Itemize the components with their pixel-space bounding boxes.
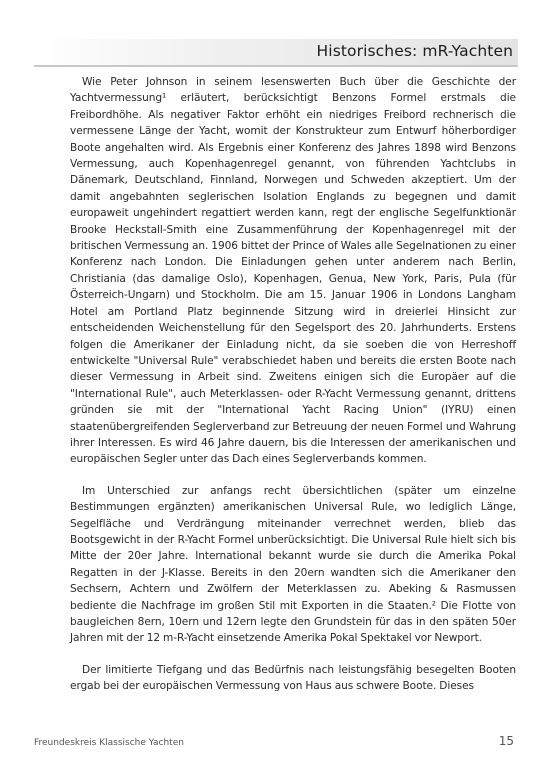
paragraph-1: Wie Peter Johnson in seinem lesenswerten Buch über die Geschichte der Yachtvermessung¹ erläutert, berücksichtigt Benzons Formel erstmals die Freibordhöhe. Als negativer Faktor erhöht ein niedriges Freibord rechnerisch die vermessene Länge der Yacht, womit der Konstrukteur zum Entwurf höherbordiger Boote angehalten wird. Als Ergebnis einer Konferenz des Jahres 1898 wird Benzons Vermessung, auch Kopenhagenregel genannt, von führenden Yachtclubs in Dänemark, Deutschland, Finnland, Norwegen und Schweden akzeptiert. Um der damit angebahnten seglerischen Isolation Englands zu begegnen und damit europaweit ungehindert regattiert werden kann, regt der englische Segelfunktionär Brooke Heckstall-Smith eine Zusammenführung der Kopenhagenregel mit der britischen Vermessung an. 1906 bittet der Prince of Wales alle Segelnationen zu einer Konferenz nach London. Die Einladungen gehen unter anderem nach Berlin, Christiania (das damalige Oslo), Kopenhagen, Genua, New York, Paris, Pula (für Österreich-Ungarn) und Stockholm. Die am 15. Januar 1906 in Londons Langham Hotel am Portland Platz beginnende Sitzung wird in dreierlei Hinsicht zur entscheidenden Weichenstellung für den Segelsport des 20. Jahrhunderts. Erstens folgen die Amerikaner der Einladung nicht, da sie soeben die von Herreshoff entwickelte "Universal Rule" verabschiedet haben und bereits die ersten Boote nach dieser Vermessung in Arbeit sind. Zweitens einigen sich die Europäer auf die "International Rule", auch Meterklassen- oder R-Yacht Vermessung genannt, drittens gründen sie mit der "International Yacht Racing Union" (IYRU) einen staatenübergreifenden Seglerverband zur Betreuung der neuen Formel und Wahrung ihrer Interessen. Es wird 46 Jahre dauern, bis die Interessen der amerikanischen und europäischen Segler unter das Dach eines Seglerverbands kommen. xyxy=(70,76,516,466)
paragraph-3: Der limitierte Tiefgang und das Bedürfnis nach leistungsfähig besegelten Booten ergab bei der europäischen Vermessung von Haus aus schwere Boote. Dieses xyxy=(70,663,516,693)
page-number: 15 xyxy=(498,734,514,748)
section-title: Historisches: mR-Yachten xyxy=(316,42,513,60)
header-rule xyxy=(34,65,518,67)
paragraph-2: Im Unterschied zur anfangs recht übersichtlichen (später um einzelne Bestimmungen ergänzten) amerikanischen Universal Rule, wo lediglich Länge, Segelfläche und Verdrängung miteinander verrechnet werden, blieb das Bootsgewicht in der R-Yacht Formel unberücksichtigt. Die Universal Rule hielt sich bis Mitte der 20er Jahre. International bekannt wurde sie durch die Amerika Pokal Regatten in der J-Klasse. Bereits in den 20ern wandten sich die Amerikaner den Sechsern, Achtern und Zwölfern der Meterklassen zu. Abeking & Rasmussen bediente die Nachfrage im großen Stil mit Exporten in die Staaten.² Die Flotte von baugleichen 8ern, 10ern und 12ern legte den Grundstein für das in den späten 50er Jahren mit der 12 m-R-Yacht einsetzende Amerika Pokal Spektakel vor Newport. xyxy=(70,484,516,645)
article-body xyxy=(70,74,516,710)
footer-publisher: Freundeskreis Klassische Yachten xyxy=(34,738,184,748)
